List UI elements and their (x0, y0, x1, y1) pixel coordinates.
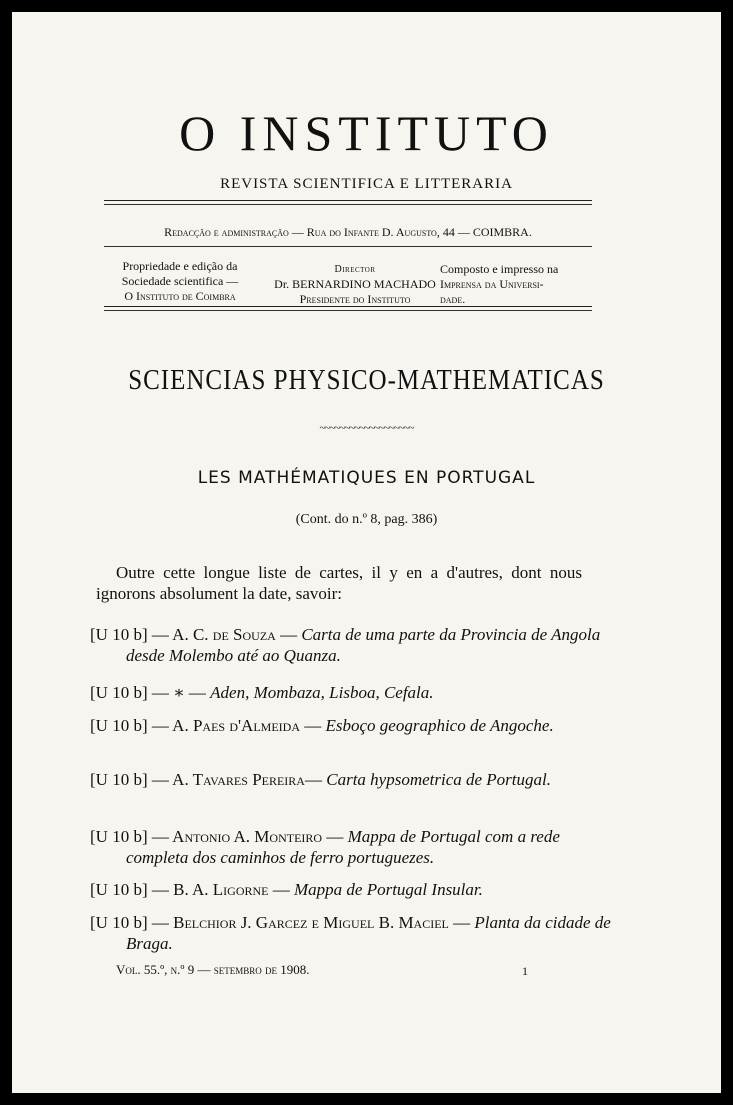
section-title: SCIENCIAS PHYSICO-MATHEMATICAS (128, 364, 605, 396)
list-item (90, 624, 620, 666)
entry-author: — Belchior J. Garcez e Miguel B. Maciel — (151, 913, 471, 932)
ownership-line: Sociedade scientifica — (121, 274, 239, 288)
sheet-number: 1 (522, 964, 528, 978)
printer-line: Imprensa da Universi- (440, 277, 544, 291)
entry-author: — ∗ — (151, 683, 206, 702)
entry-ref: [U 10 b] (90, 913, 148, 932)
director-block (250, 262, 460, 307)
list-item (90, 826, 620, 868)
list-item (90, 715, 620, 736)
continuation-note: (Cont. do n.º 8, pag. 386) (295, 512, 438, 527)
ownership-line: O Instituto de Coimbra (124, 289, 236, 303)
divider (104, 204, 592, 205)
divider (104, 310, 592, 311)
entry-ref: [U 10 b] (90, 770, 148, 789)
entry-work: Planta da cidade de Braga. (126, 913, 611, 953)
printer-block (440, 262, 595, 307)
entry-work: Mappa de Portugal Insular. (294, 880, 483, 899)
ownership-block (100, 259, 260, 304)
director-name: Dr. BERNARDINO MACHADO (274, 277, 436, 291)
entry-author: — A. Paes d'Almeida — (151, 716, 322, 735)
entry-ref: [U 10 b] (90, 625, 148, 644)
entry-work: Mappa de Portugal com a rede completa dos caminhos de ferro portuguezes. (126, 827, 560, 867)
list-item (90, 879, 620, 900)
journal-subtitle: REVISTA SCIENTIFICA E LITTERARIA (220, 176, 513, 192)
divider (104, 306, 592, 307)
entry-ref: [U 10 b] (90, 716, 148, 735)
list-item (90, 912, 620, 954)
entry-author: — A. C. de Souza — (151, 625, 298, 644)
journal-title: O INSTITUTO (179, 105, 554, 161)
entry-work: Carta hypsometrica de Portugal. (326, 770, 551, 789)
entry-ref: [U 10 b] (90, 683, 148, 702)
entry-author: — Antonio A. Monteiro — (151, 827, 344, 846)
article-title: LES MATHÉMATIQUES EN PORTUGAL (197, 468, 536, 488)
entry-author: — B. A. Ligorne — (151, 880, 290, 899)
ownership-line: Propriedade e edição da (122, 259, 238, 273)
divider (104, 200, 592, 201)
entry-work: Carta de uma parte da Provincia de Angola desde Molembo até ao Quanza. (126, 625, 601, 665)
volume-footer: Vol. 55.º, n.º 9 — setembro de 1908. (116, 962, 310, 977)
intro-paragraph: Outre cette longue liste de cartes, il y en a d'autres, dont nous ignorons absolument la date, savoir: (96, 563, 582, 603)
entry-work: Aden, Mombaza, Lisboa, Cefala. (210, 683, 434, 702)
list-item (90, 769, 620, 790)
list-item (90, 682, 620, 703)
divider (104, 246, 592, 247)
director-label: Director (334, 264, 376, 275)
printer-line: dade. (440, 292, 466, 306)
entry-author: — A. Tavares Pereira— (151, 770, 322, 789)
entry-ref: [U 10 b] (90, 827, 148, 846)
director-role: Presidente do Instituto (299, 292, 411, 306)
address-line: Redacção e administração — Rua do Infante D. Augusto, 44 — COIMBRA. (164, 225, 532, 239)
printer-line: Composto e impresso na (440, 262, 559, 276)
ornament-divider: ~~~~~~~~~~~~~~~~~~~ (319, 422, 414, 434)
entry-ref: [U 10 b] (90, 880, 148, 899)
journal-page (12, 12, 721, 1093)
entry-work: Esboço geographico de Angoche. (325, 716, 554, 735)
